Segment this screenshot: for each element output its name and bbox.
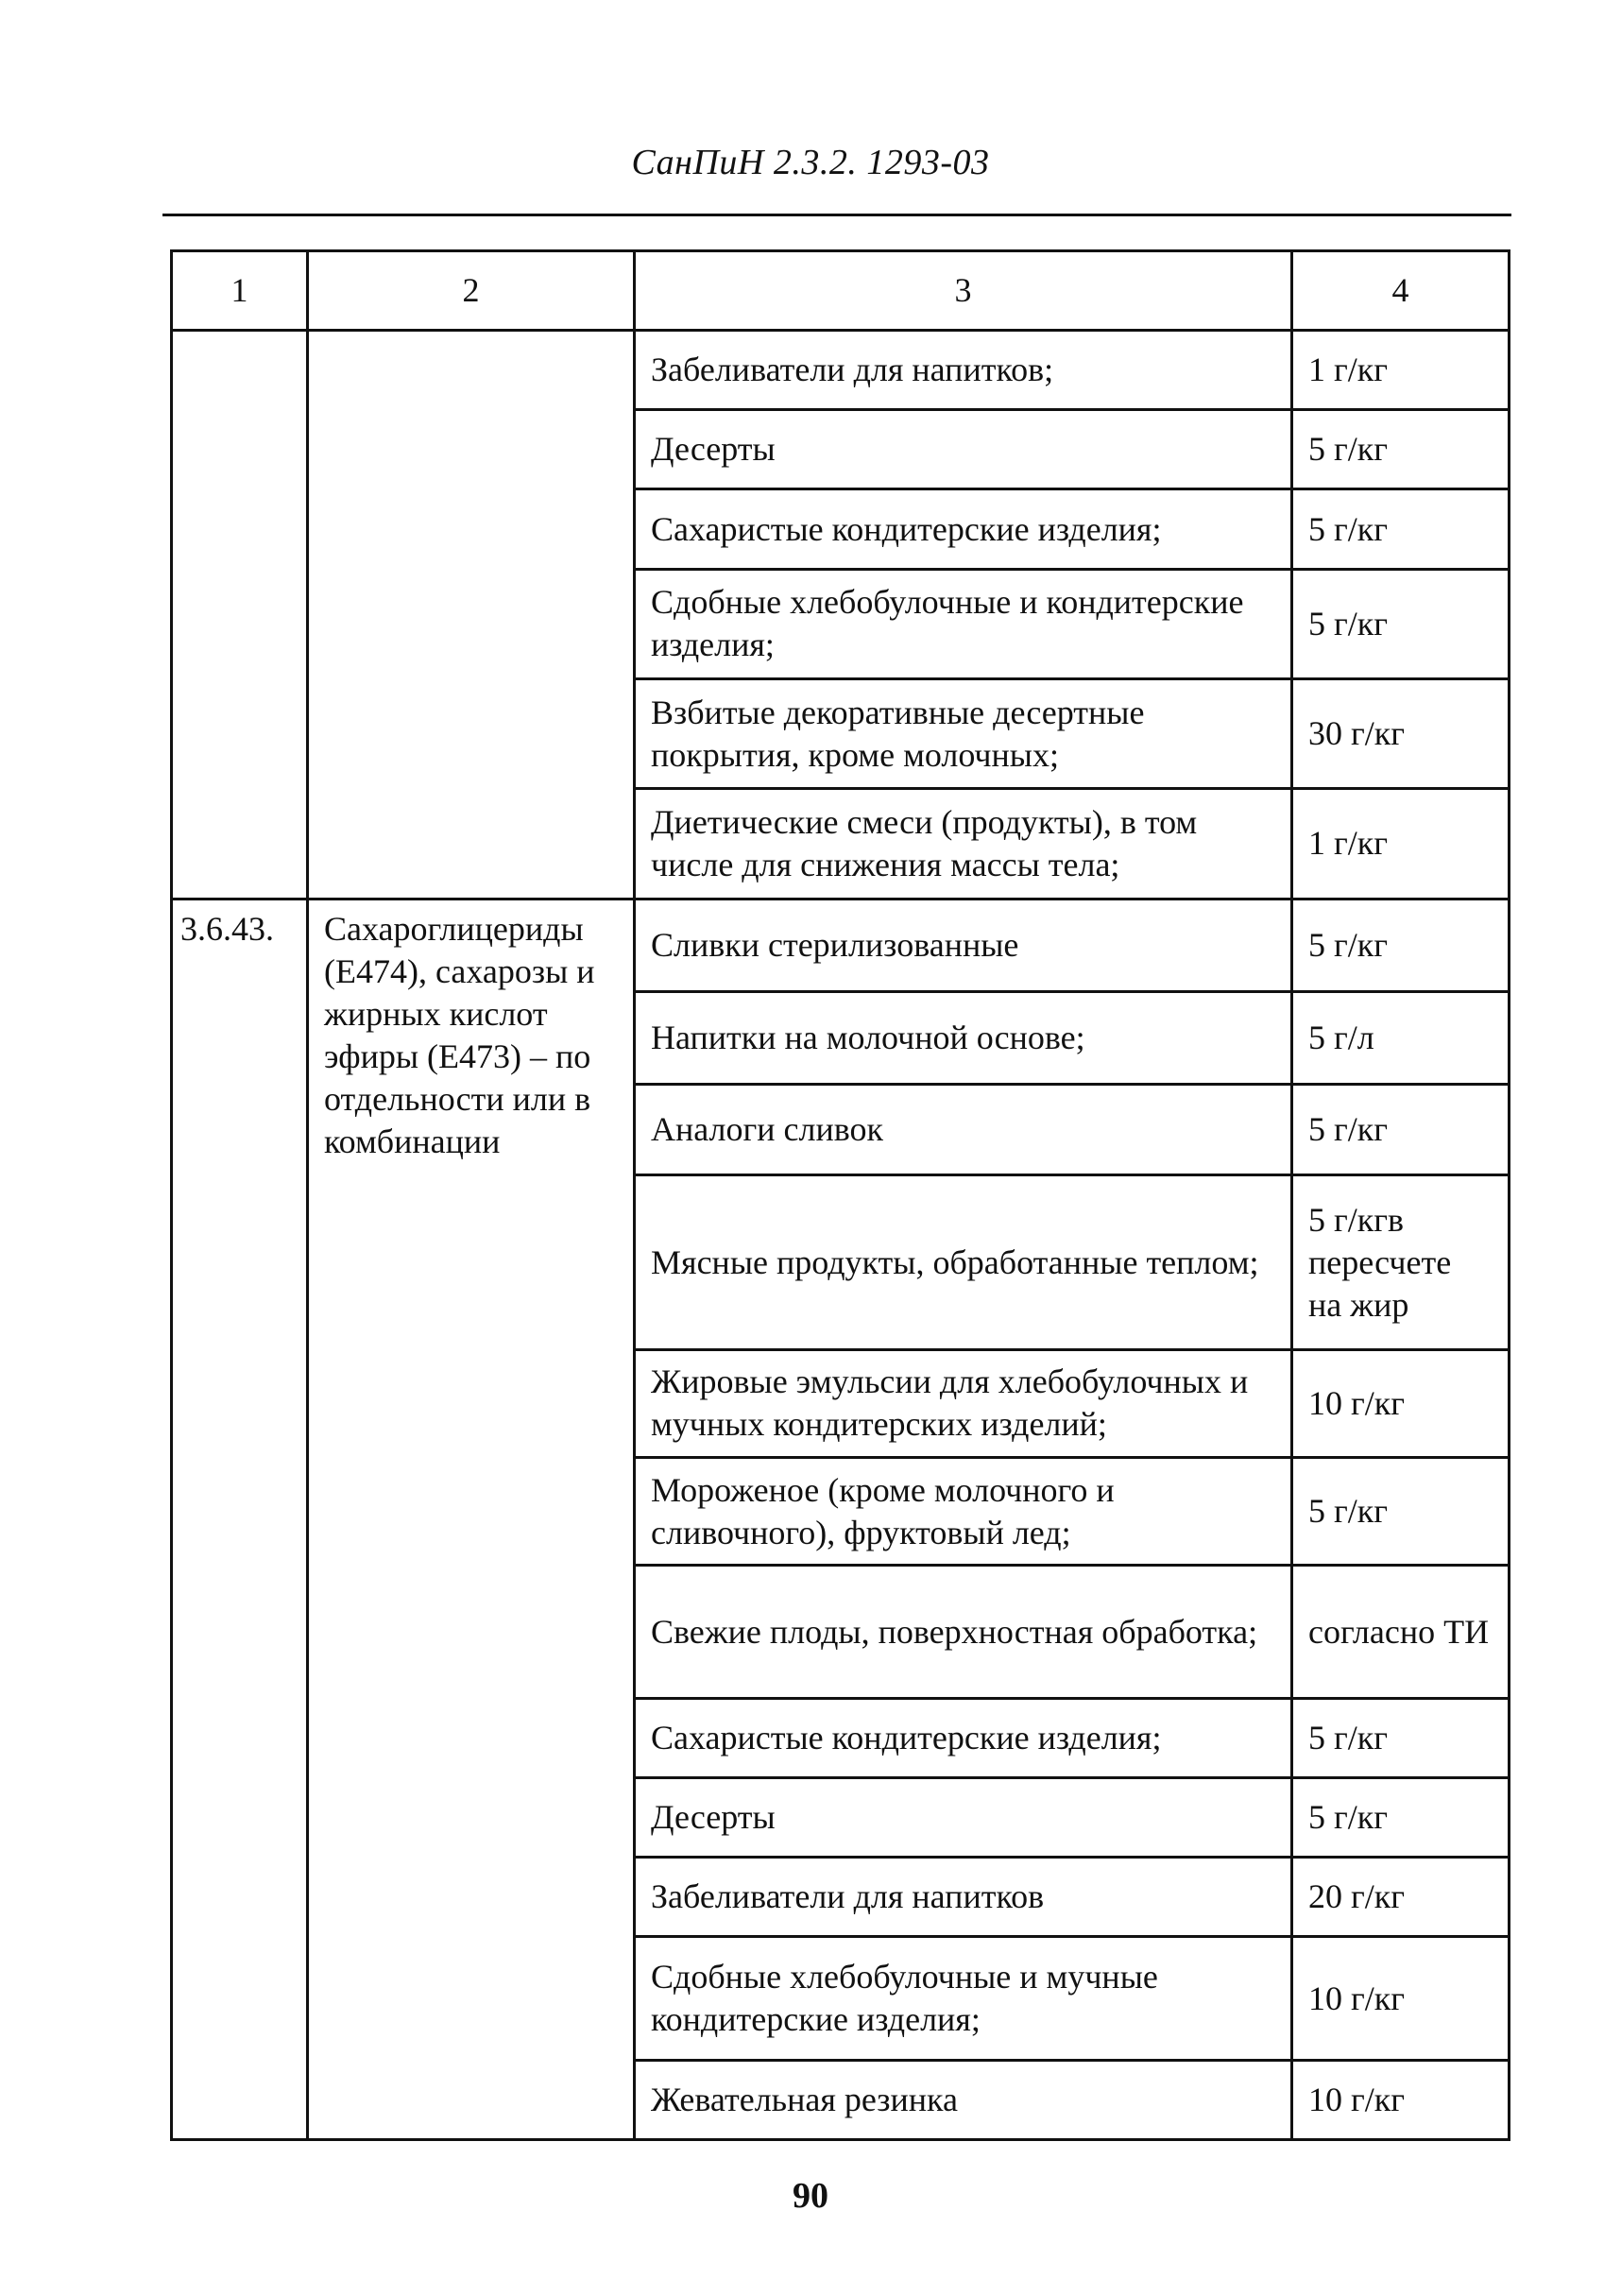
amount-cell: 20 г/кг xyxy=(1292,1858,1510,1937)
col-header-4: 4 xyxy=(1292,251,1510,331)
empty-number-cell xyxy=(172,331,308,900)
product-cell: Сливки стерилизованные xyxy=(635,899,1292,991)
amount-cell: 5 г/кг xyxy=(1292,1698,1510,1777)
amount-cell: 5 г/кг xyxy=(1292,1458,1510,1566)
amount-cell: 5 г/кг xyxy=(1292,489,1510,569)
amount-cell: 30 г/кг xyxy=(1292,678,1510,788)
page-number: 90 xyxy=(793,2176,828,2216)
amount-cell: 10 г/кг xyxy=(1292,1349,1510,1457)
product-cell: Мороженое (кроме молочного и сливочного), фруктовый лед; xyxy=(635,1458,1292,1566)
amount-cell: 5 г/л xyxy=(1292,991,1510,1084)
amount-cell: 10 г/кг xyxy=(1292,1937,1510,2060)
col-header-3: 3 xyxy=(635,251,1292,331)
empty-name-cell xyxy=(308,331,635,900)
amount-cell: 1 г/кг xyxy=(1292,789,1510,899)
product-cell: Сахаристые кондитерские изделия; xyxy=(635,1698,1292,1777)
amount-cell: согласно ТИ xyxy=(1292,1566,1510,1698)
amount-cell: 5 г/кг xyxy=(1292,899,1510,991)
product-cell: Взбитые декоративные десертные покрытия, кроме молочных; xyxy=(635,678,1292,788)
table-row xyxy=(172,899,1510,991)
product-cell: Напитки на молочной основе; xyxy=(635,991,1292,1084)
product-cell: Забеливатели для напитков xyxy=(635,1858,1292,1937)
amount-cell: 1 г/кг xyxy=(1292,331,1510,410)
amount-cell: 5 г/кгв пересчете на жир xyxy=(1292,1175,1510,1349)
additives-table xyxy=(170,249,1510,2141)
col-header-2: 2 xyxy=(308,251,635,331)
product-cell: Аналоги сливок xyxy=(635,1085,1292,1175)
product-cell: Сдобные хлебобулочные и мучные кондитерские изделия; xyxy=(635,1937,1292,2060)
product-cell: Диетические смеси (продукты), в том числе для снижения массы тела; xyxy=(635,789,1292,899)
product-cell: Десерты xyxy=(635,1777,1292,1857)
section-name-cell: Сахароглицериды (Е474), сахарозы и жирных кислот эфиры (Е473) – по отдельности или в комбинации xyxy=(308,899,635,2139)
amount-cell: 5 г/кг xyxy=(1292,410,1510,489)
product-cell: Сахаристые кондитерские изделия; xyxy=(635,489,1292,569)
product-cell: Свежие плоды, поверхностная обработка; xyxy=(635,1566,1292,1698)
section-number-cell: 3.6.43. xyxy=(172,899,308,2139)
product-cell: Мясные продукты, обработанные теплом; xyxy=(635,1175,1292,1349)
product-cell: Десерты xyxy=(635,410,1292,489)
page-header-title: СанПиН 2.3.2. 1293-03 xyxy=(631,143,990,182)
product-cell: Жевательная резинка xyxy=(635,2060,1292,2139)
amount-cell: 5 г/кг xyxy=(1292,1777,1510,1857)
product-cell: Жировые эмульсии для хлебобулочных и мучных кондитерских изделий; xyxy=(635,1349,1292,1457)
col-header-1: 1 xyxy=(172,251,308,331)
amount-cell: 5 г/кг xyxy=(1292,1085,1510,1175)
table-header-row xyxy=(172,251,1510,331)
table-row xyxy=(172,331,1510,410)
amount-cell: 5 г/кг xyxy=(1292,569,1510,678)
header-rule xyxy=(162,214,1511,216)
product-cell: Сдобные хлебобулочные и кондитерские изделия; xyxy=(635,569,1292,678)
amount-cell: 10 г/кг xyxy=(1292,2060,1510,2139)
product-cell: Забеливатели для напитков; xyxy=(635,331,1292,410)
